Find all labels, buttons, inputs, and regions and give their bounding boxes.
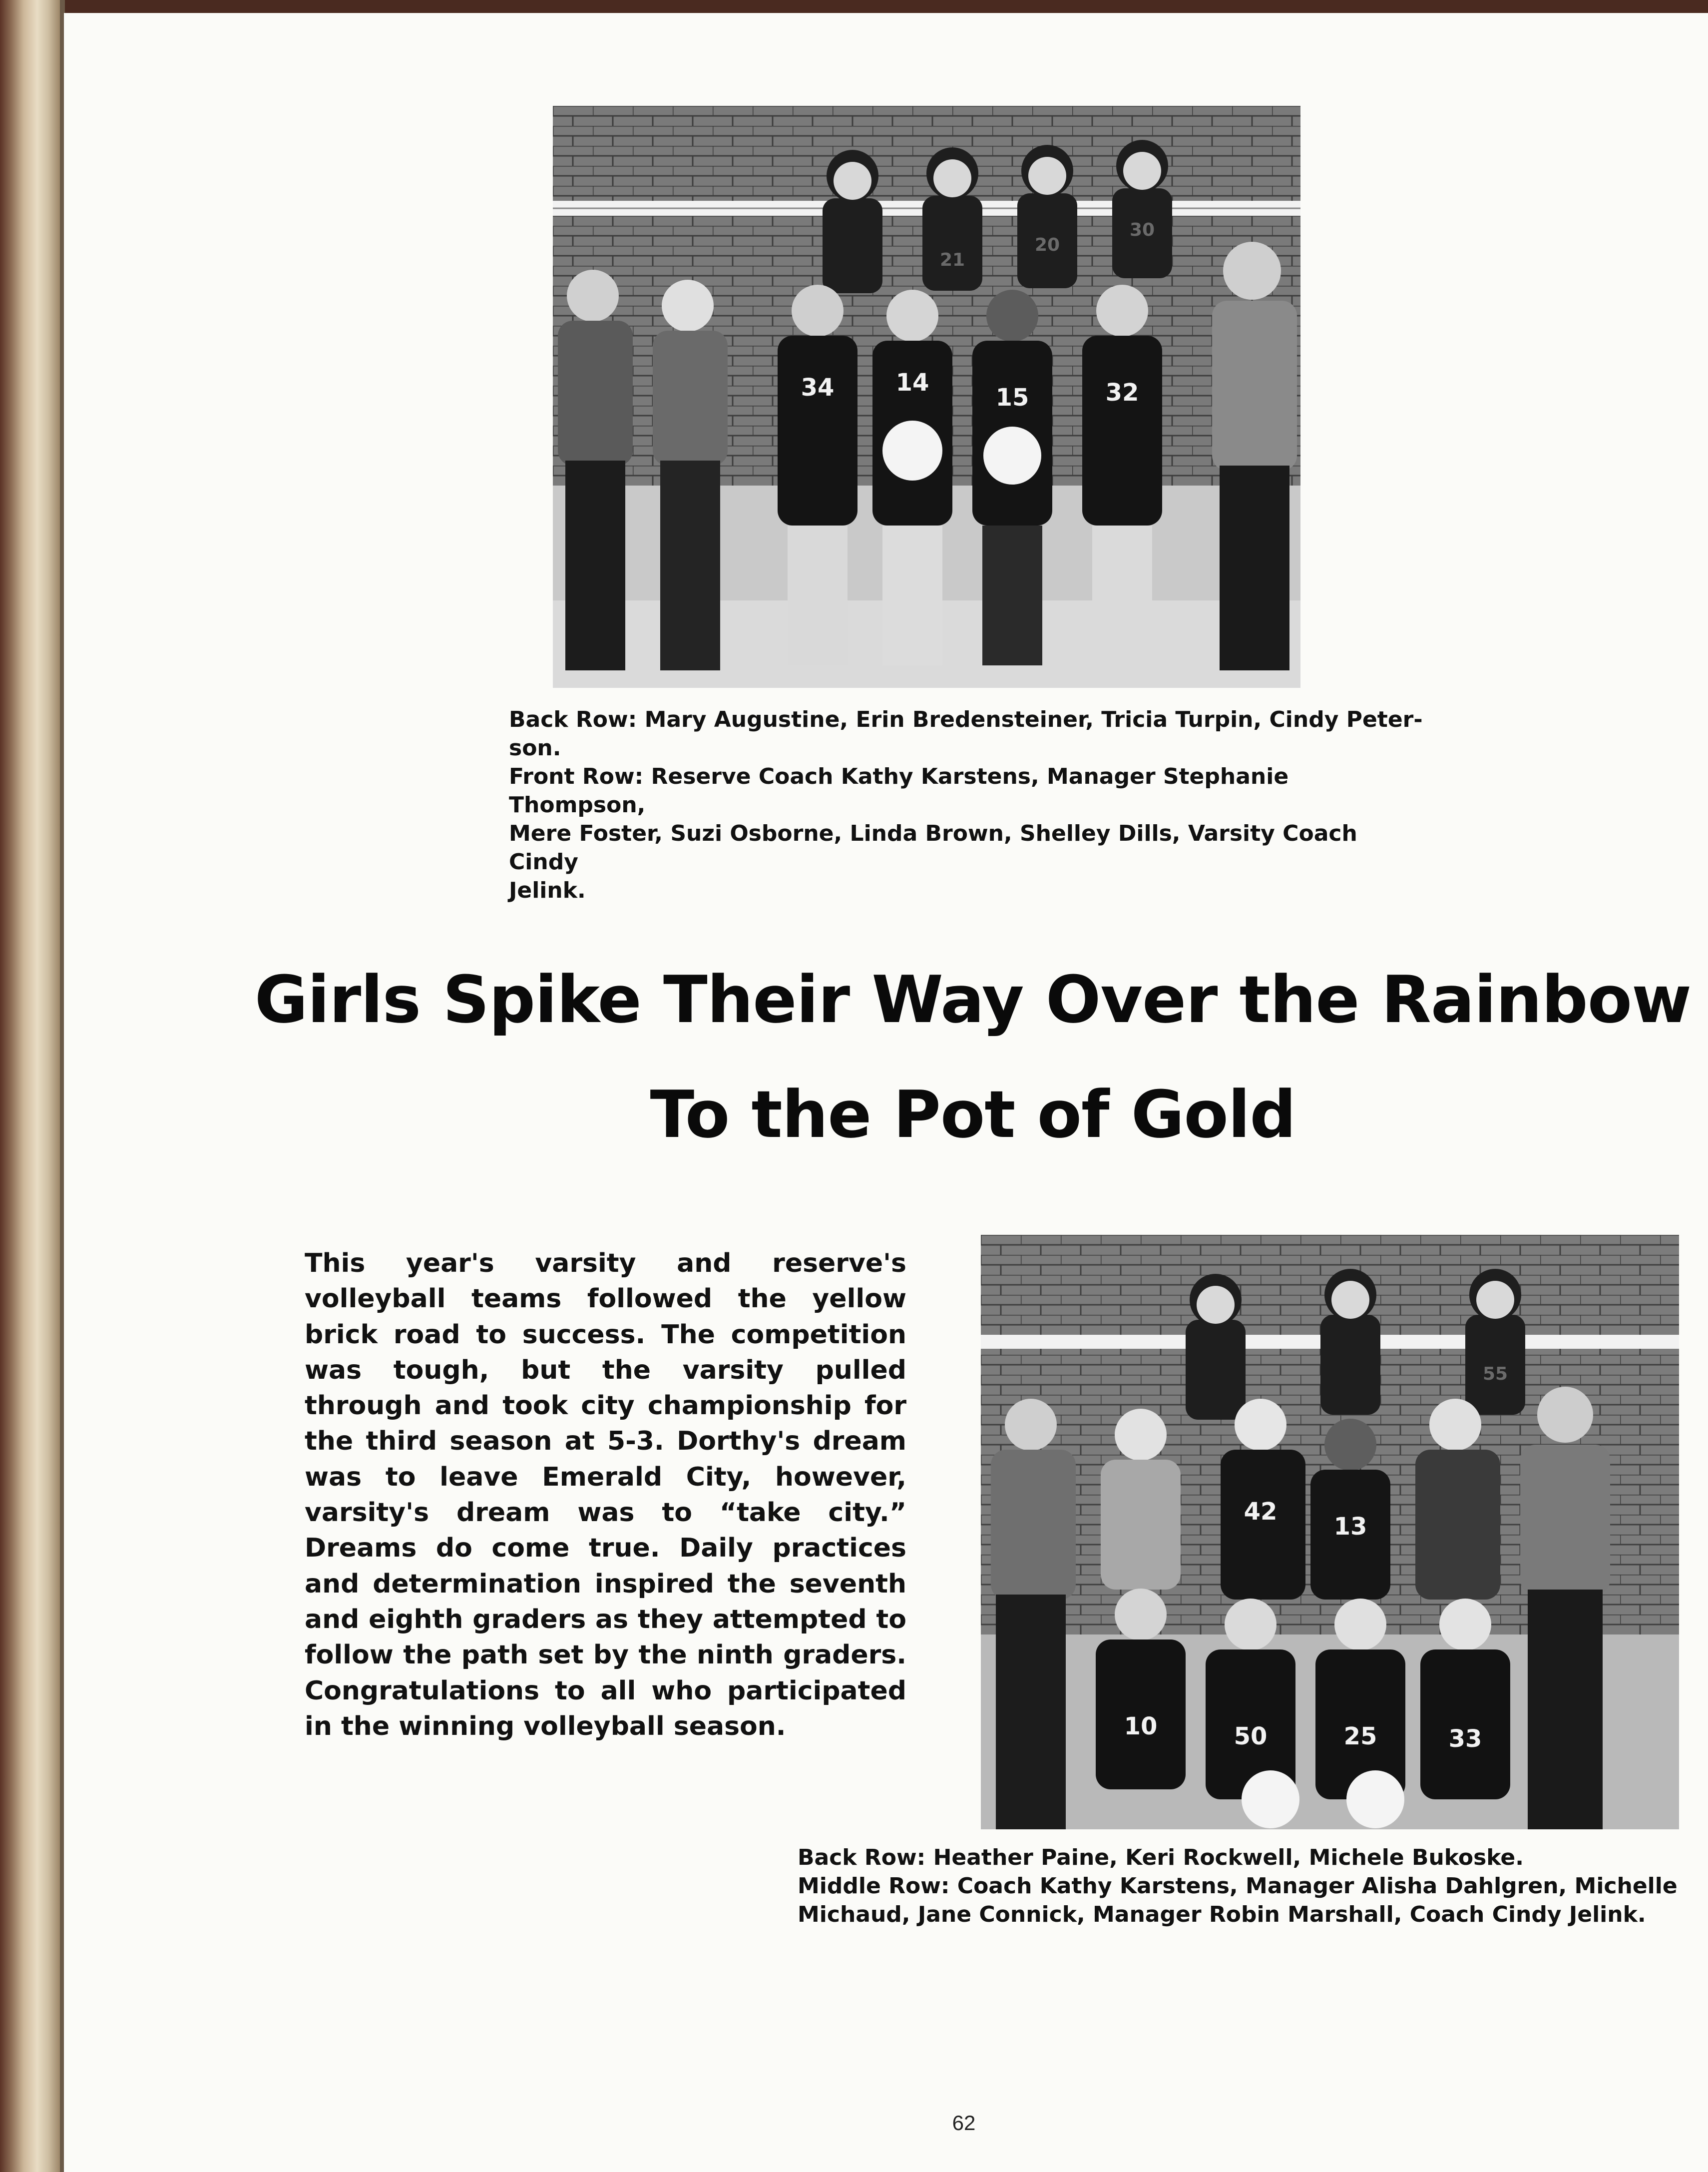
- top-photo-caption: [509, 705, 1428, 905]
- headline-line-1: Girls Spike Their Way Over the Rainbow: [254, 962, 1692, 1038]
- book-spine: [0, 0, 60, 2172]
- caption-line: Middle Row: Coach Kathy Karstens, Manager Alisha Dahlgren, Michelle: [798, 1873, 1678, 1899]
- jersey-number: 13: [1333, 1513, 1367, 1541]
- caption-line: Jelink.: [509, 878, 586, 903]
- top-photo-drawing: [553, 106, 1300, 688]
- jersey-number: 55: [1482, 1364, 1508, 1384]
- bottom-photo-caption: [798, 1843, 1697, 1929]
- page-headline: [234, 942, 1708, 1172]
- top-binding-band: [0, 0, 1708, 14]
- caption-line: Michaud, Jane Connick, Manager Robin Marshall, Coach Cindy Jelink.: [798, 1902, 1646, 1927]
- headline-line-2: To the Pot of Gold: [650, 1077, 1296, 1152]
- caption-line: Front Row: Reserve Coach Kathy Karstens, Manager Stephanie Thompson,: [509, 764, 1289, 818]
- top-team-photo: [553, 106, 1300, 688]
- jersey-number: 42: [1244, 1498, 1278, 1526]
- bottom-team-photo: [981, 1235, 1679, 1829]
- caption-line: Mere Foster, Suzi Osborne, Linda Brown, Shelley Dills, Varsity Coach Cindy: [509, 821, 1357, 875]
- jersey-number: 14: [895, 369, 929, 397]
- caption-line: son.: [509, 735, 561, 761]
- jersey-number: 30: [1129, 220, 1155, 240]
- jersey-number: 25: [1343, 1722, 1377, 1750]
- caption-line: Back Row: Mary Augustine, Erin Bredensteiner, Tricia Turpin, Cindy Peter-: [509, 707, 1423, 732]
- jersey-number: 21: [939, 250, 965, 270]
- article-body: This year's varsity and reserve's volleyball teams followed the yellow brick road to success. The competition was tough, but the varsity pulled through and took city championship for the third season at 5-3. Dorthy's dream was to leave Emerald City, however, varsity's dream was to “take city.” Dreams do come true. Daily practices and determination inspired the seventh and eighth graders as they attempted to follow the path set by the ninth graders. Congratulations to all who participated in the winning volleyball season.: [305, 1248, 906, 1741]
- jersey-number: 32: [1105, 379, 1139, 407]
- caption-line: Back Row: Heather Paine, Keri Rockwell, Michele Bukoske.: [798, 1845, 1524, 1870]
- jersey-number: 50: [1234, 1722, 1268, 1750]
- jersey-number: 33: [1448, 1725, 1482, 1753]
- page-number: 62: [952, 2111, 976, 2135]
- yearbook-page: [64, 13, 1708, 2172]
- jersey-number: 20: [1034, 235, 1060, 255]
- jersey-number: 34: [801, 374, 835, 402]
- bottom-photo-drawing: [981, 1235, 1679, 1829]
- jersey-number: 15: [995, 384, 1029, 412]
- jersey-number: 10: [1124, 1712, 1158, 1740]
